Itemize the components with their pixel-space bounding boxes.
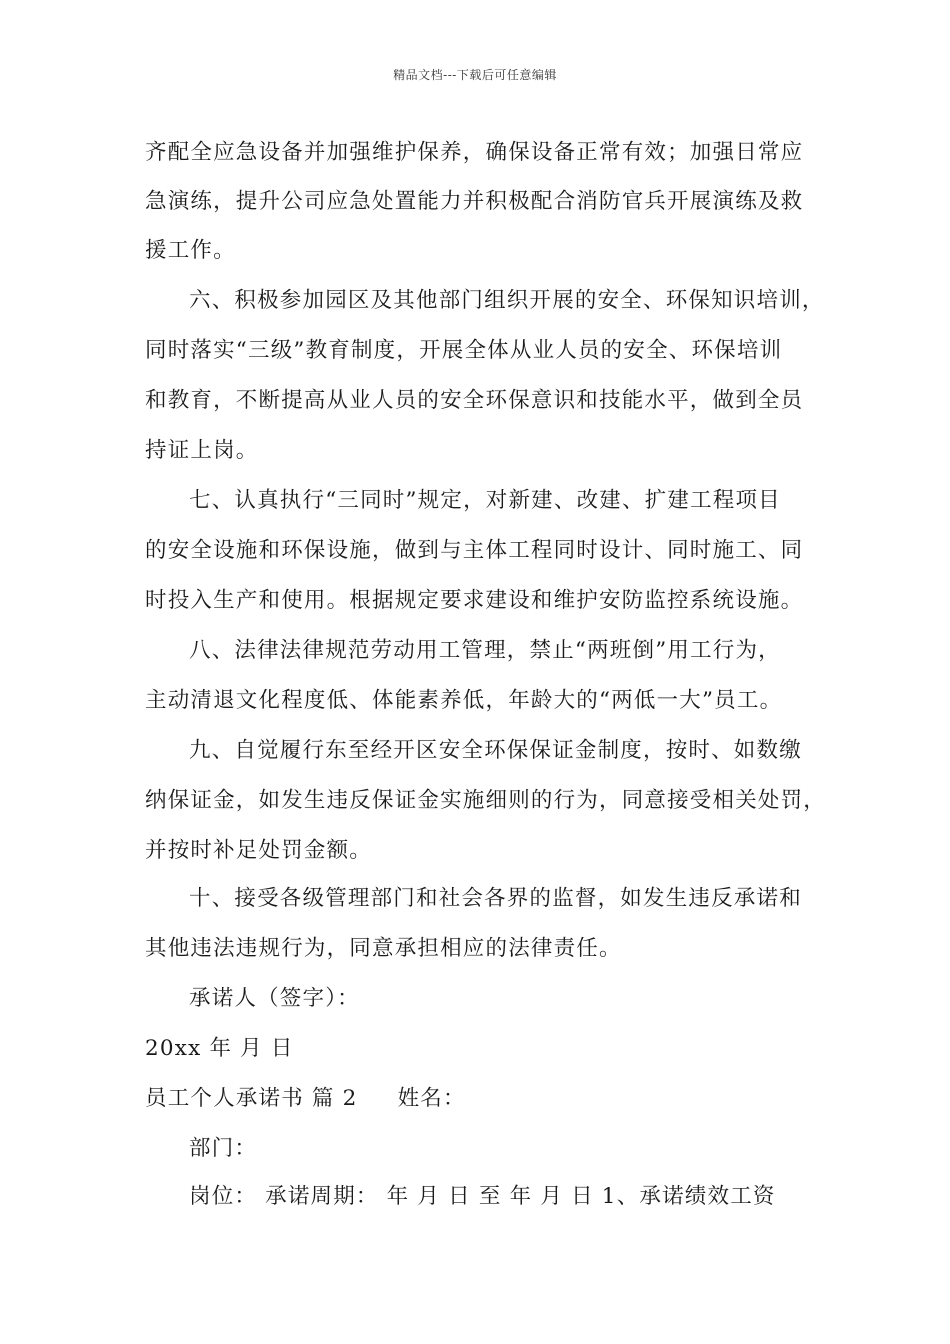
department-label: 部门： (189, 1136, 258, 1161)
body-line: 时投入生产和使用。根据规定要求建设和维护安防监控系统设施。 (145, 588, 804, 613)
body-line: 纳保证金，如发生违反保证金实施细则的行为，同意接受相关处罚， (145, 788, 827, 813)
page-header: 精品文档---下载后可任意编辑 (393, 68, 557, 82)
position-period-line: 岗位： 承诺周期： 年 月 日 至 年 月 日 1、承诺绩效工资 (189, 1184, 776, 1209)
name-label: 姓名： (397, 1086, 466, 1111)
body-line: 主动清退文化程度低、体能素养低，年龄大的“两低一大”员工。 (145, 688, 783, 713)
section-title: 员工个人承诺书 篇 2 (145, 1086, 358, 1111)
body-line: 的安全设施和环保设施，做到与主体工程同时设计、同时施工、同 (145, 538, 804, 563)
body-line: 急演练，提升公司应急处置能力并积极配合消防官兵开展演练及救 (145, 189, 804, 214)
section-title-line (145, 1084, 466, 1114)
body-line: 齐配全应急设备并加强维护保养，确保设备正常有效；加强日常应 (145, 140, 804, 165)
date-line: 20xx 年 月 日 (145, 1036, 294, 1061)
body-line: 并按时补足处罚金额。 (145, 838, 373, 863)
paragraph-eight-first-line: 八、法律法律规范劳动用工管理，禁止“两班倒”用工行为， (189, 638, 781, 663)
paragraph-six-first-line: 六、积极参加园区及其他部门组织开展的安全、环保知识培训， (189, 288, 825, 313)
body-line: 援工作。 (145, 238, 236, 263)
body-line: 和教育，不断提高从业人员的安全环保意识和技能水平，做到全员 (145, 388, 804, 413)
body-line: 其他违法违规行为，同意承担相应的法律责任。 (145, 936, 622, 961)
signature-label: 承诺人（签字）： (189, 986, 360, 1011)
body-line: 持证上岗。 (145, 438, 259, 463)
body-line: 同时落实“三级”教育制度，开展全体从业人员的安全、环保培训 (145, 338, 783, 363)
paragraph-seven-first-line: 七、认真执行“三同时”规定，对新建、改建、扩建工程项目 (189, 488, 781, 513)
paragraph-ten-first-line: 十、接受各级管理部门和社会各界的监督，如发生违反承诺和 (189, 886, 802, 911)
paragraph-nine-first-line: 九、自觉履行东至经开区安全环保保证金制度，按时、如数缴 (189, 738, 802, 763)
